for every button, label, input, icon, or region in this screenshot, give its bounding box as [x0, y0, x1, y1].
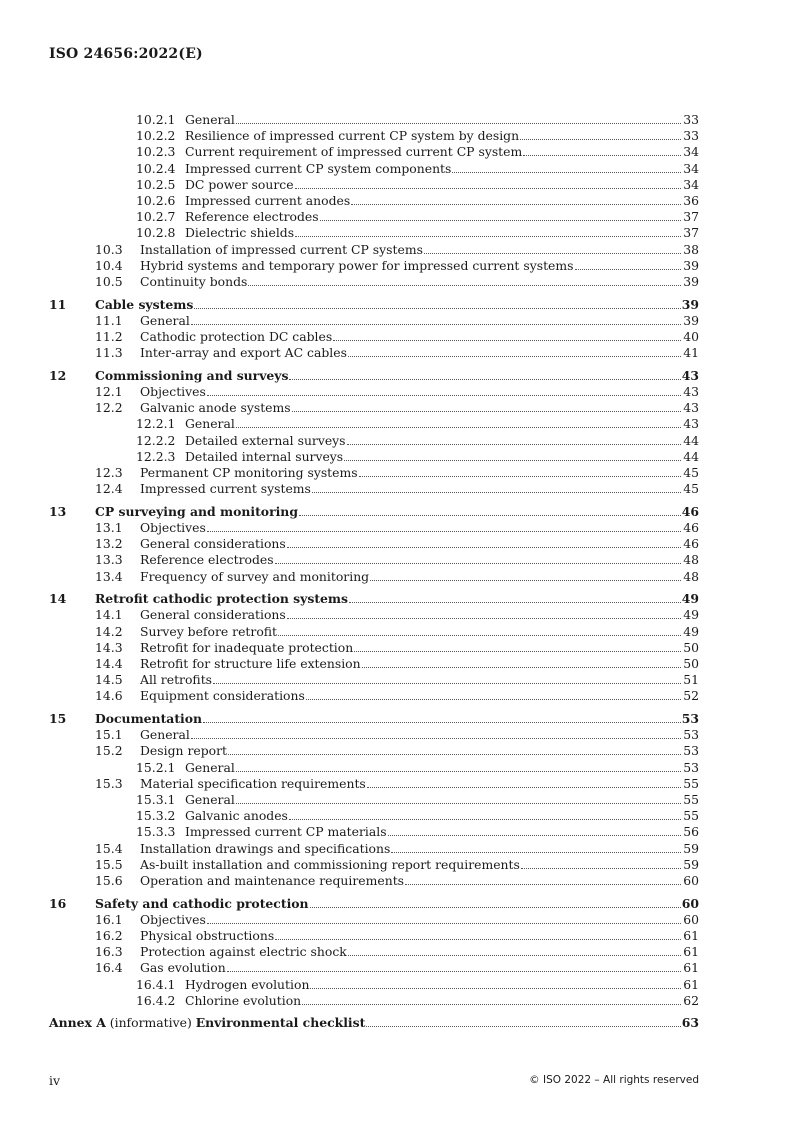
dot-leader — [452, 172, 681, 173]
toc-entry-number: 15.6 — [95, 872, 123, 888]
toc-entry[interactable] — [49, 400, 699, 416]
toc-entry-title: Commissioning and surveys — [95, 367, 289, 383]
toc-entry[interactable] — [49, 792, 699, 808]
toc-entry-page: 61 — [683, 976, 699, 992]
toc-entry-number: 15 — [49, 711, 67, 727]
toc-entry-number: 13.2 — [95, 536, 123, 552]
toc-entry[interactable] — [49, 711, 699, 727]
toc-entry-page: 60 — [681, 895, 699, 911]
toc-entry-title: Objectives — [140, 911, 206, 927]
toc-entry-number: 14 — [49, 591, 67, 607]
dot-leader — [292, 411, 681, 412]
dot-leader — [306, 699, 681, 700]
toc-entry-page: 40 — [683, 328, 699, 344]
toc-entry-number: 14.6 — [95, 688, 123, 704]
toc-entry-number: 10.2.3 — [136, 144, 176, 160]
toc-entry-page: 53 — [683, 743, 699, 759]
toc-entry-number: 10.2.4 — [136, 160, 176, 176]
toc-entry-page: 37 — [683, 225, 699, 241]
toc-entry[interactable] — [49, 640, 699, 656]
toc-entry-number: 15.3.2 — [136, 808, 176, 824]
toc-entry-number: 10.2.5 — [136, 176, 176, 192]
dot-leader — [347, 444, 681, 445]
toc-entry[interactable] — [49, 607, 699, 623]
dot-leader — [366, 1026, 681, 1027]
toc-entry-title: Reference electrodes — [140, 552, 274, 568]
dot-leader — [287, 547, 681, 548]
dot-leader — [248, 285, 681, 286]
toc-entry[interactable] — [49, 841, 699, 857]
dot-leader — [299, 515, 681, 516]
toc-entry[interactable] — [49, 161, 699, 177]
toc-entry-page: 62 — [683, 992, 699, 1008]
toc-entry-page: 61 — [683, 928, 699, 943]
toc-entry-title: Cable systems — [95, 296, 194, 312]
toc-entry-number: 10.2.2 — [136, 128, 176, 144]
dot-leader — [354, 651, 681, 652]
toc-entry[interactable] — [49, 465, 699, 481]
toc-entry-number: 15.1 — [95, 727, 123, 743]
toc-entry-title: Safety and cathodic protection — [95, 895, 309, 911]
toc-entry-title: Cathodic protection DC cables — [140, 328, 333, 344]
toc-entry-page: 46 — [683, 536, 699, 552]
toc-entry[interactable] — [49, 209, 699, 225]
dot-leader — [367, 787, 681, 788]
toc-entry-title: General — [185, 416, 235, 432]
toc-entry[interactable] — [49, 297, 699, 313]
toc-entry[interactable] — [49, 177, 699, 193]
toc-entry-title: Documentation — [95, 711, 203, 727]
toc-entry-title: Impressed current anodes — [185, 192, 351, 208]
dot-leader — [320, 220, 681, 221]
toc-entry-title: Impressed current CP system components — [185, 160, 452, 176]
toc-entry-number: 10.2.7 — [136, 209, 176, 225]
toc-entry-number: 12.3 — [95, 464, 123, 480]
toc-entry-page: 38 — [683, 241, 699, 257]
dot-leader — [289, 819, 681, 820]
toc-entry-title: Survey before retrofit — [140, 623, 278, 639]
dot-leader — [520, 139, 681, 140]
dot-leader — [207, 395, 681, 396]
copyright-notice: © ISO 2022 – All rights reserved — [529, 1074, 699, 1086]
toc-entry-title: Chlorine evolution — [185, 992, 302, 1008]
toc-entry-title: Hydrogen evolution — [185, 976, 310, 992]
dot-leader — [203, 722, 681, 723]
toc-entry-page: 49 — [681, 591, 699, 607]
dot-leader — [236, 123, 681, 124]
toc-entry[interactable] — [49, 873, 699, 889]
toc-entry[interactable] — [49, 416, 699, 432]
toc-entry[interactable] — [49, 760, 699, 776]
toc-entry-page: 45 — [683, 481, 699, 497]
toc-entry-title: General — [140, 727, 190, 743]
dot-leader — [289, 379, 681, 380]
toc-entry-number: 15.3.3 — [136, 824, 176, 840]
toc-entry[interactable] — [49, 896, 699, 912]
dot-leader — [302, 1004, 681, 1005]
dot-leader — [351, 204, 681, 205]
toc-entry-number: 16.4.2 — [136, 992, 176, 1008]
toc-entry-page: 39 — [683, 312, 699, 328]
toc-entry-number: 14.4 — [95, 656, 123, 671]
dot-leader — [228, 754, 681, 755]
dot-leader — [310, 907, 681, 908]
toc-entry-title: All retrofits — [140, 672, 213, 688]
toc-entry-page: 56 — [683, 824, 699, 840]
dot-leader — [207, 923, 681, 924]
toc-entry-page: 44 — [683, 448, 699, 464]
toc-entry[interactable] — [49, 274, 699, 290]
toc-entry-number: 12 — [49, 367, 67, 383]
toc-entry-title: Installation drawings and specifications — [140, 840, 391, 856]
annex-title-group — [49, 1015, 366, 1031]
dot-leader — [521, 868, 681, 869]
toc-entry-title: As-built installation and commissioning report requirements — [140, 856, 520, 872]
toc-entry[interactable] — [49, 857, 699, 873]
toc-entry[interactable] — [49, 727, 699, 743]
toc-entry[interactable] — [49, 368, 699, 384]
toc-entry-page: 39 — [683, 273, 699, 289]
dot-leader — [191, 324, 681, 325]
toc-entry-title: General considerations — [140, 607, 286, 623]
dot-leader — [344, 460, 681, 461]
toc-entry-number: 14.1 — [95, 607, 123, 623]
dot-leader — [194, 308, 681, 309]
toc-entry-page: 49 — [683, 607, 699, 623]
toc-entry-title: Retrofit cathodic protection systems — [95, 591, 349, 607]
toc-entry-number: 11 — [49, 296, 67, 312]
toc-entry-title: CP surveying and monitoring — [95, 503, 298, 519]
toc-entry-number: 12.2 — [95, 400, 123, 416]
toc-entry-title: Reference electrodes — [185, 209, 319, 225]
dot-leader — [575, 269, 682, 270]
toc-entry-number: 10.5 — [95, 273, 123, 289]
dot-leader — [349, 602, 681, 603]
toc-entry-number: 13.1 — [95, 520, 123, 535]
page-number: iv — [49, 1073, 61, 1088]
toc-entry-title: Objectives — [140, 384, 206, 399]
toc-entry-number: 15.5 — [95, 856, 123, 872]
toc-entry-title: Hybrid systems and temporary power for impressed current systems — [140, 257, 574, 273]
toc-entry-title: General — [185, 792, 235, 807]
toc-entry-title: Frequency of survey and monitoring — [140, 568, 370, 584]
toc-entry-page: 43 — [683, 400, 699, 416]
toc-entry-number: 15.4 — [95, 840, 123, 856]
toc-entry-page: 48 — [683, 568, 699, 584]
toc-entry-title: Design report — [140, 743, 227, 759]
toc-entry[interactable] — [49, 536, 699, 552]
annex-qualifier: (informative) — [105, 1015, 196, 1031]
toc-entry-title: Detailed internal surveys — [185, 448, 344, 464]
toc-entry-number: 14.5 — [95, 672, 123, 688]
annex-title: Environmental checklist — [195, 1015, 366, 1031]
toc-entry-title: Impressed current systems — [140, 481, 311, 497]
toc-entry[interactable] — [49, 433, 699, 449]
toc-entry-number: 16 — [49, 895, 67, 911]
toc-entry-page: 55 — [683, 792, 699, 807]
toc-entry-page: 50 — [683, 656, 699, 671]
toc-entry-number: 15.3 — [95, 775, 123, 791]
dot-leader — [370, 580, 681, 581]
toc-entry-page: 33 — [683, 128, 699, 144]
toc-entry[interactable] — [49, 944, 699, 960]
toc-entry-page: 46 — [683, 520, 699, 535]
toc-entry-page: 46 — [681, 503, 699, 519]
toc-entry-title: General — [185, 759, 235, 775]
toc-entry[interactable] — [49, 345, 699, 361]
toc-entry-page: 59 — [683, 840, 699, 856]
toc-entry-title: General considerations — [140, 536, 286, 552]
dot-leader — [348, 955, 681, 956]
dot-leader — [523, 155, 681, 156]
toc-entry[interactable] — [49, 144, 699, 160]
toc-entry[interactable] — [49, 824, 699, 840]
toc-entry-title: Retrofit for inadequate protection — [140, 639, 354, 655]
toc-entry-number: 10.3 — [95, 241, 123, 257]
toc-entry-page: 50 — [683, 639, 699, 655]
toc-annex-entry[interactable] — [49, 1015, 699, 1031]
toc-entry[interactable] — [49, 912, 699, 928]
toc-entry-title: Operation and maintenance requirements — [140, 872, 405, 888]
toc-entry-title: Protection against electric shock — [140, 944, 347, 960]
toc-entry-title: Galvanic anodes — [185, 808, 288, 824]
dot-leader — [312, 492, 681, 493]
toc-entry-title: Objectives — [140, 520, 206, 535]
toc-entry-page: 61 — [683, 960, 699, 976]
toc-entry[interactable] — [49, 569, 699, 585]
toc-entry-page: 61 — [683, 944, 699, 960]
toc-entry[interactable] — [49, 258, 699, 274]
toc-entry-number: 14.3 — [95, 639, 123, 655]
toc-entry-title: General — [140, 312, 190, 328]
toc-entry-title: Gas evolution — [140, 960, 226, 976]
toc-entry-number: 14.2 — [95, 623, 123, 639]
dot-leader — [275, 563, 681, 564]
toc-entry[interactable] — [49, 688, 699, 704]
toc-entry-number: 10.2.8 — [136, 225, 176, 241]
toc-entry-number: 15.2.1 — [136, 759, 176, 775]
toc-entry-page: 39 — [683, 257, 699, 273]
toc-entry-number: 10.2.1 — [136, 112, 176, 127]
toc-entry-page: 49 — [683, 623, 699, 639]
toc-entry-number: 13.4 — [95, 568, 123, 584]
toc-entry[interactable] — [49, 520, 699, 536]
toc-entry[interactable] — [49, 329, 699, 345]
toc-entry-page: 52 — [683, 688, 699, 704]
toc-entry[interactable] — [49, 552, 699, 568]
dot-leader — [348, 356, 681, 357]
toc-entry-page: 60 — [683, 911, 699, 927]
toc-entry[interactable] — [49, 225, 699, 241]
toc-entry[interactable] — [49, 993, 699, 1009]
toc-entry[interactable] — [49, 481, 699, 497]
toc-entry-number: 11.2 — [95, 328, 123, 344]
toc-entry-title: Impressed current CP materials — [185, 824, 387, 840]
toc-entry-title: Detailed external surveys — [185, 432, 346, 448]
dot-leader — [236, 427, 681, 428]
toc-entry-title: Physical obstructions — [140, 928, 275, 943]
toc-entry-number: 13.3 — [95, 552, 123, 568]
dot-leader — [388, 835, 681, 836]
toc-entry-title: Retrofit for structure life extension — [140, 656, 361, 671]
dot-leader — [278, 635, 681, 636]
dot-leader — [295, 188, 681, 189]
toc-entry-title: Galvanic anode systems — [140, 400, 291, 416]
toc-entry-title: DC power source — [185, 176, 294, 192]
toc-entry-page: 34 — [683, 160, 699, 176]
toc-entry-page: 53 — [683, 727, 699, 743]
dot-leader — [310, 988, 681, 989]
toc-entry-page: 51 — [683, 672, 699, 688]
toc-entry[interactable] — [49, 672, 699, 688]
toc-entry-number: 16.4 — [95, 960, 123, 976]
toc-entry[interactable] — [49, 449, 699, 465]
toc-entry-title: General — [185, 112, 235, 127]
toc-entry-page: 33 — [683, 112, 699, 127]
dot-leader — [359, 476, 681, 477]
toc-entry-number: 13 — [49, 503, 67, 519]
dot-leader — [295, 236, 681, 237]
toc-entry-title: Equipment considerations — [140, 688, 305, 704]
toc-entry[interactable] — [49, 504, 699, 520]
toc-entry-title: Resilience of impressed current CP system by design — [185, 128, 520, 144]
dot-leader — [405, 884, 681, 885]
toc-entry-page: 41 — [683, 345, 699, 361]
toc-entry-number: 16.3 — [95, 944, 123, 960]
table-of-contents — [49, 112, 699, 1032]
toc-entry-page: 55 — [683, 775, 699, 791]
toc-entry[interactable] — [49, 776, 699, 792]
toc-entry-title: Continuity bonds — [140, 273, 248, 289]
annex-label: Annex A — [49, 1015, 106, 1031]
toc-entry[interactable] — [49, 128, 699, 144]
dot-leader — [275, 939, 681, 940]
toc-entry[interactable] — [49, 624, 699, 640]
toc-entry-page: 60 — [683, 872, 699, 888]
toc-entry-page: 34 — [683, 176, 699, 192]
toc-entry-page: 39 — [681, 296, 699, 312]
document-id: ISO 24656:2022(E) — [49, 46, 203, 62]
toc-entry-number: 12.4 — [95, 481, 123, 497]
toc-entry-number: 10.2.6 — [136, 192, 176, 208]
dot-leader — [227, 971, 681, 972]
toc-entry-page: 36 — [683, 192, 699, 208]
toc-entry-page: 53 — [681, 711, 699, 727]
toc-entry-page: 43 — [683, 416, 699, 432]
toc-entry-page: 55 — [683, 808, 699, 824]
toc-entry-page: 59 — [683, 856, 699, 872]
toc-entry-number: 12.1 — [95, 384, 123, 399]
dot-leader — [333, 340, 681, 341]
toc-entry[interactable] — [49, 591, 699, 607]
toc-entry-page: 48 — [683, 552, 699, 568]
toc-entry-page: 37 — [683, 209, 699, 225]
toc-entry[interactable] — [49, 313, 699, 329]
dot-leader — [207, 531, 681, 532]
toc-entry-page: 45 — [683, 464, 699, 480]
dot-leader — [213, 683, 681, 684]
dot-leader — [362, 667, 681, 668]
dot-leader — [236, 803, 681, 804]
toc-entry-page: 43 — [681, 367, 699, 383]
toc-entry-title: Dielectric shields — [185, 225, 295, 241]
toc-entry[interactable] — [49, 928, 699, 944]
toc-entry-number: 11.1 — [95, 312, 123, 328]
toc-entry[interactable] — [49, 193, 699, 209]
toc-entry-page: 34 — [683, 144, 699, 160]
toc-entry-number: 15.2 — [95, 743, 123, 759]
toc-entry[interactable] — [49, 384, 699, 400]
toc-entry-title: Inter-array and export AC cables — [140, 345, 347, 361]
toc-entry-title: Permanent CP monitoring systems — [140, 464, 358, 480]
toc-entry-number: 12.2.3 — [136, 448, 176, 464]
toc-entry-number: 15.3.1 — [136, 792, 176, 807]
toc-entry-number: 12.2.1 — [136, 416, 176, 432]
toc-entry-number: 16.1 — [95, 911, 123, 927]
toc-entry[interactable] — [49, 808, 699, 824]
dot-leader — [424, 253, 681, 254]
dot-leader — [236, 771, 681, 772]
toc-entry[interactable] — [49, 743, 699, 759]
annex-page: 63 — [681, 1015, 699, 1031]
toc-entry[interactable] — [49, 112, 699, 128]
dot-leader — [391, 852, 681, 853]
dot-leader — [287, 618, 681, 619]
toc-entry[interactable] — [49, 242, 699, 258]
toc-entry-number: 16.2 — [95, 928, 123, 943]
toc-entry[interactable] — [49, 960, 699, 976]
toc-entry-page: 43 — [683, 384, 699, 399]
toc-entry-number: 10.4 — [95, 257, 123, 273]
toc-entry-title: Material specification requirements — [140, 775, 366, 791]
toc-entry-number: 16.4.1 — [136, 976, 176, 992]
toc-entry-page: 44 — [683, 432, 699, 448]
toc-entry-page: 53 — [683, 759, 699, 775]
toc-entry-number: 12.2.2 — [136, 432, 176, 448]
toc-entry-title: Installation of impressed current CP systems — [140, 241, 423, 257]
toc-entry-title: Current requirement of impressed current CP system — [185, 144, 523, 160]
toc-entry[interactable] — [49, 977, 699, 993]
dot-leader — [191, 738, 681, 739]
toc-entry[interactable] — [49, 656, 699, 672]
toc-entry-number: 11.3 — [95, 345, 123, 361]
